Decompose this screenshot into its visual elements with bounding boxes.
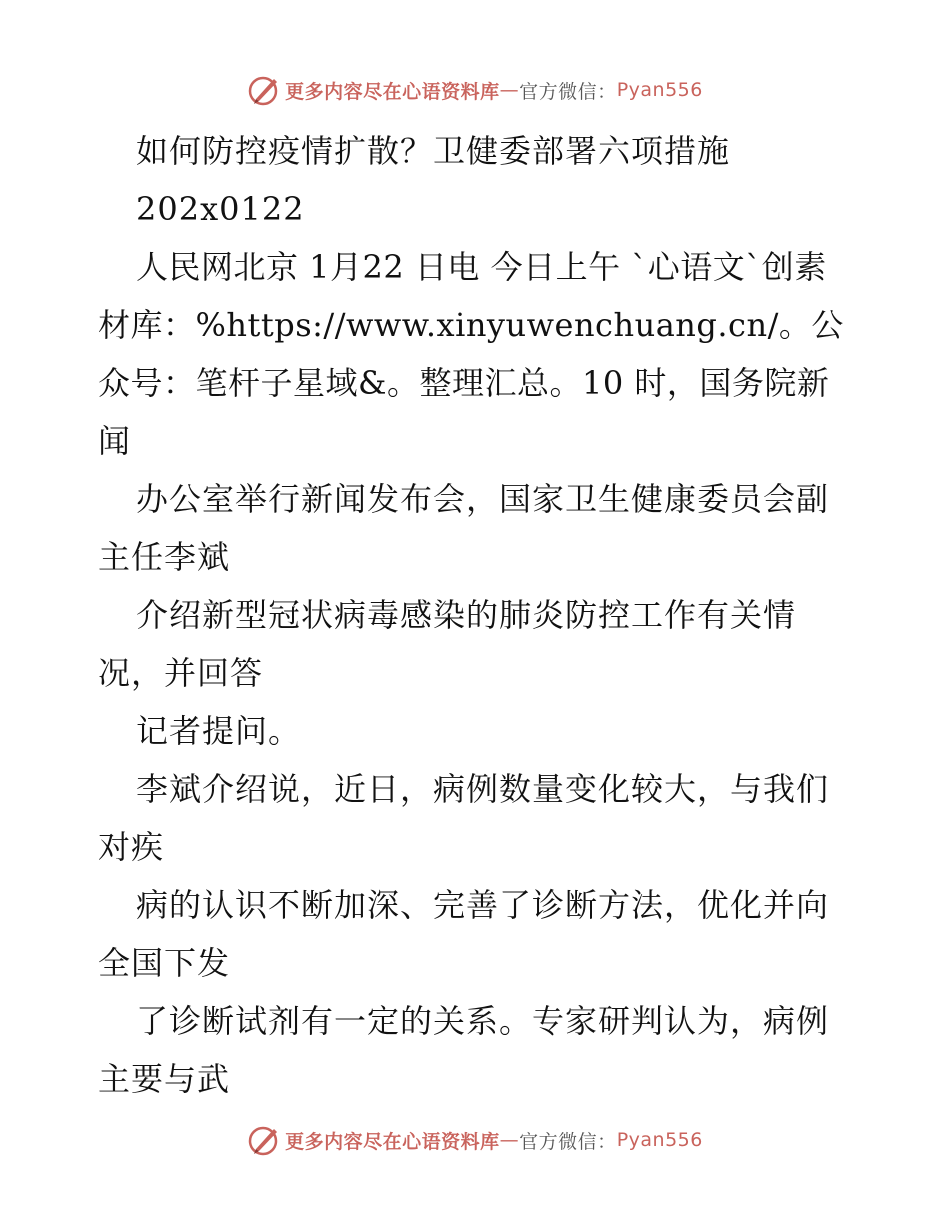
- footer-watermark-banner: [0, 1120, 950, 1160]
- watermark-official-label: 官方微信：: [519, 80, 617, 103]
- watermark-brand-text: 更多内容尽在心语资料库: [285, 1130, 500, 1153]
- watermark-dash: —: [499, 79, 520, 101]
- body-paragraph: 李斌介绍说，近日，病例数量变化较大，与我们对疾: [98, 770, 830, 866]
- body-paragraph: 了诊断试剂有一定的关系。专家研判认为，病例主要与武: [98, 1002, 830, 1098]
- body-paragraph: 人民网北京 1月22 日电 今日上午 `心语文`创素材库：%https://www.xinyuwenchuang.cn/。公众号：笔杆子星域&。整理汇总。10 时，国务院新闻: [98, 248, 844, 460]
- header-watermark-banner: [0, 70, 950, 110]
- document-title: 如何防控疫情扩散？卫健委部署六项措施: [136, 132, 731, 170]
- watermark-dash: —: [499, 1129, 520, 1151]
- body-paragraph: 记者提问。: [136, 712, 302, 750]
- quill-pen-logo-icon: [247, 73, 281, 107]
- body-paragraph: 病的认识不断加深、完善了诊断方法，优化并向全国下发: [98, 886, 830, 982]
- document-body: [98, 122, 850, 1108]
- quill-pen-logo-icon: [247, 1123, 281, 1157]
- watermark-brand-text: 更多内容尽在心语资料库: [285, 80, 500, 103]
- body-paragraph: 介绍新型冠状病毒感染的肺炎防控工作有关情况，并回答: [98, 596, 797, 692]
- watermark-wechat-id: Pyan556: [616, 1129, 703, 1151]
- watermark-wechat-id: Pyan556: [616, 79, 703, 101]
- document-date: 202x0122: [136, 190, 305, 228]
- body-paragraph: 办公室举行新闻发布会，国家卫生健康委员会副主任李斌: [98, 480, 830, 576]
- watermark-official-label: 官方微信：: [519, 1130, 617, 1153]
